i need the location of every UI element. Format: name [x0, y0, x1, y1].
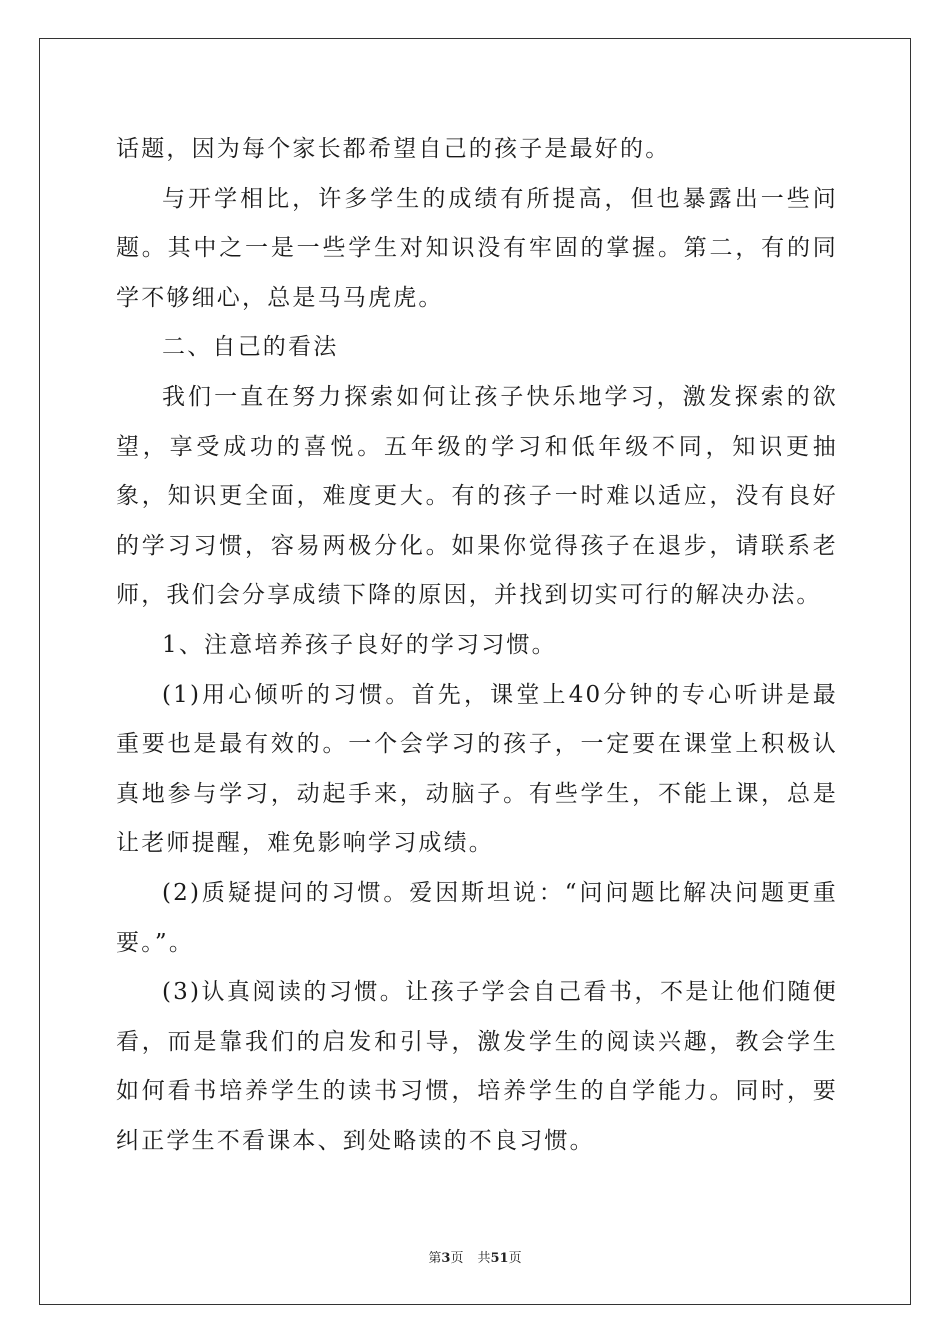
paragraph-2: 与开学相比，许多学生的成绩有所提高，但也暴露出一些问题。其中之一是一些学生对知识没有牢固的掌握。第二，有的同学不够细心，总是马马虎虎。	[116, 185, 838, 311]
paragraph-3: 我们一直在努力探索如何让孩子快乐地学习，激发探索的欲望，享受成功的喜悦。五年级的学习和低年级不同，知识更抽象，知识更全面，难度更大。有的孩子一时难以适应，没有良好的学习习惯，容易两极分化。如果你觉得孩子在退步，请联系老师，我们会分享成绩下降的原因，并找到切实可行的解决办法。	[116, 383, 838, 609]
page-suffix: 页	[450, 1251, 464, 1266]
page-footer	[0, 1247, 950, 1266]
paragraph-4: (1)用心倾听的习惯。首先，课堂上40分钟的专心听讲是最重要也是最有效的。一个会学习的孩子，一定要在课堂上积极认真地参与学习，动起手来，动脑子。有些学生，不能上课，总是让老师提醒，难免影响学习成绩。	[116, 681, 838, 857]
total-suffix: 页	[508, 1251, 522, 1266]
total-pages: 51	[490, 1251, 509, 1266]
document-body	[116, 125, 838, 1166]
page-prefix: 第	[428, 1251, 442, 1266]
paragraph-5: (2)质疑提问的习惯。爱因斯坦说：“问问题比解决问题更重要。”。	[116, 879, 838, 956]
total-prefix: 共	[477, 1251, 491, 1266]
paragraph-6: (3)认真阅读的习惯。让孩子学会自己看书，不是让他们随便看，而是靠我们的启发和引导，激发学生的阅读兴趣，教会学生如何看书培养学生的读书习惯，培养学生的自学能力。同时，要纠正学生不看课本、到处略读的不良习惯。	[116, 979, 838, 1154]
paragraph-1: 话题，因为每个家长都希望自己的孩子是最好的。	[116, 136, 671, 162]
subheading-1: 1、注意培养孩子良好的学习习惯。	[162, 631, 557, 658]
page-number: 3	[441, 1251, 451, 1266]
section-heading: 二、自己的看法	[162, 334, 339, 361]
